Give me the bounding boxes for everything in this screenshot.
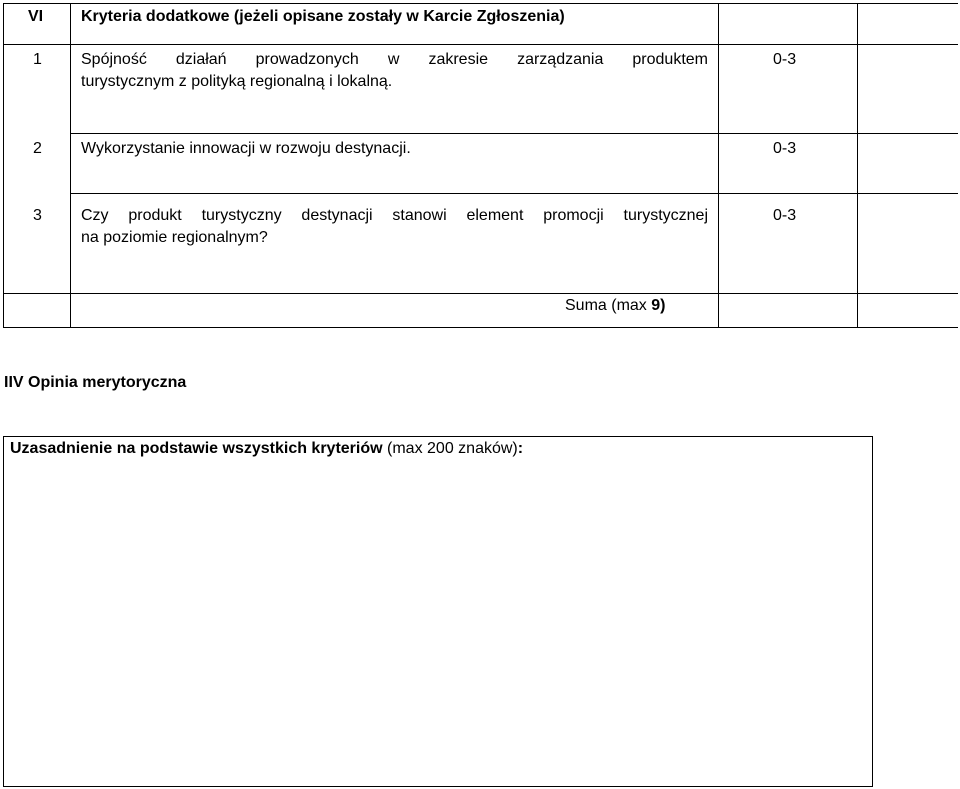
criterion-text-line: Czy produkt turystyczny destynacji stanowi element promocji turystycznej: [81, 207, 708, 224]
justification-label-bold: Uzasadnienie na podstawie wszystkich kryteriów: [10, 440, 383, 457]
score-range: 0-3: [773, 207, 797, 224]
score-range: 0-3: [773, 51, 797, 68]
criterion-text-line: Spójność działań prowadzonych w zakresie zarządzania produktem: [81, 51, 708, 68]
sum-max-value: 9): [651, 297, 666, 314]
justification-box[interactable]: [3, 436, 873, 787]
section-title: Kryteria dodatkowe (jeżeli opisane zostały w Karcie Zgłoszenia): [81, 8, 565, 25]
opinion-heading: IIV Opinia merytoryczna: [4, 374, 187, 391]
sum-label-text: Suma (max: [565, 297, 652, 314]
sum-label: [565, 295, 665, 317]
criterion-text-line: turystycznym z polityką regionalną i lokalną.: [81, 73, 393, 90]
criterion-text-line: Wykorzystanie innowacji w rozwoju destynacji.: [81, 140, 411, 157]
row-number: 2: [33, 140, 42, 157]
score-range: 0-3: [773, 140, 797, 157]
justification-label-normal: (max 200 znaków): [382, 440, 518, 457]
row-number: 3: [33, 207, 42, 224]
row-number: 1: [33, 51, 42, 68]
section-number: VI: [28, 8, 44, 25]
justification-label: [10, 438, 523, 460]
justification-label-colon: :: [517, 440, 524, 457]
criterion-text-line: na poziomie regionalnym?: [81, 229, 268, 246]
